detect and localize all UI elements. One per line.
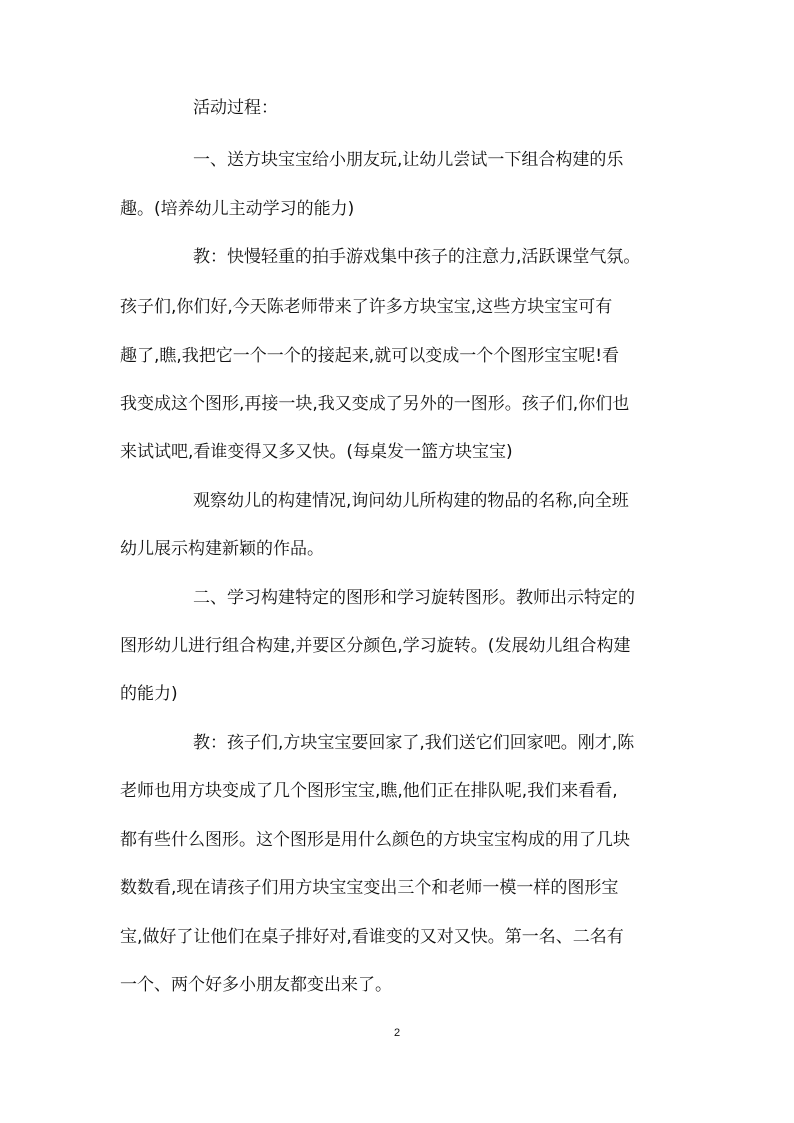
paragraph-line: 幼儿展示构建新颖的作品。 bbox=[120, 539, 324, 559]
paragraph-line: 的能力) bbox=[120, 684, 178, 704]
paragraph-line: 图形幼儿进行组合构建,并要区分颜色,学习旋转。(发展幼儿组合构建 bbox=[120, 636, 631, 656]
paragraph-line: 我变成这个图形,再接一块,我又变成了另外的一图形。孩子们,你们也 bbox=[120, 394, 630, 414]
page-number: 2 bbox=[393, 1027, 401, 1039]
paragraph-line: 二、学习构建特定的图形和学习旋转图形。教师出示特定的 bbox=[193, 588, 635, 608]
paragraph-line: 孩子们,你们好,今天陈老师带来了许多方块宝宝,这些方块宝宝可有 bbox=[120, 297, 613, 317]
paragraph-line: 趣了,瞧,我把它一个一个的接起来,就可以变成一个个图形宝宝呢!看 bbox=[120, 346, 620, 366]
paragraph-line: 观察幼儿的构建情况,询问幼儿所构建的物品的名称,向全班 bbox=[193, 491, 629, 511]
paragraph-line: 来试试吧,看谁变得又多又快。(每桌发一篮方块宝宝) bbox=[120, 442, 513, 462]
paragraph-line: 一、送方块宝宝给小朋友玩,让幼儿尝试一下组合构建的乐 bbox=[193, 150, 624, 170]
paragraph-line: 一个、两个好多小朋友都变出来了。 bbox=[120, 975, 392, 995]
paragraph-line: 老师也用方块变成了几个图形宝宝,瞧,他们正在排队呢,我们来看看, bbox=[120, 781, 618, 801]
paragraph-line: 都有些什么图形。这个图形是用什么颜色的方块宝宝构成的用了几块 bbox=[120, 830, 630, 850]
paragraph-line: 数数看,现在请孩子们用方块宝宝变出三个和老师一模一样的图形宝 bbox=[120, 878, 619, 898]
paragraph-heading-activity-process: 活动过程： bbox=[193, 98, 278, 118]
paragraph-line: 宝,做好了让他们在桌子排好对,看谁变的又对又快。第一名、二名有 bbox=[120, 927, 624, 947]
paragraph-line: 教：快慢轻重的拍手游戏集中孩子的注意力,活跃课堂气氛。 bbox=[193, 247, 641, 267]
paragraph-line: 教：孩子们,方块宝宝要回家了,我们送它们回家吧。刚才,陈 bbox=[193, 733, 635, 753]
paragraph-line: 趣。(培养幼儿主动学习的能力) bbox=[120, 199, 355, 219]
